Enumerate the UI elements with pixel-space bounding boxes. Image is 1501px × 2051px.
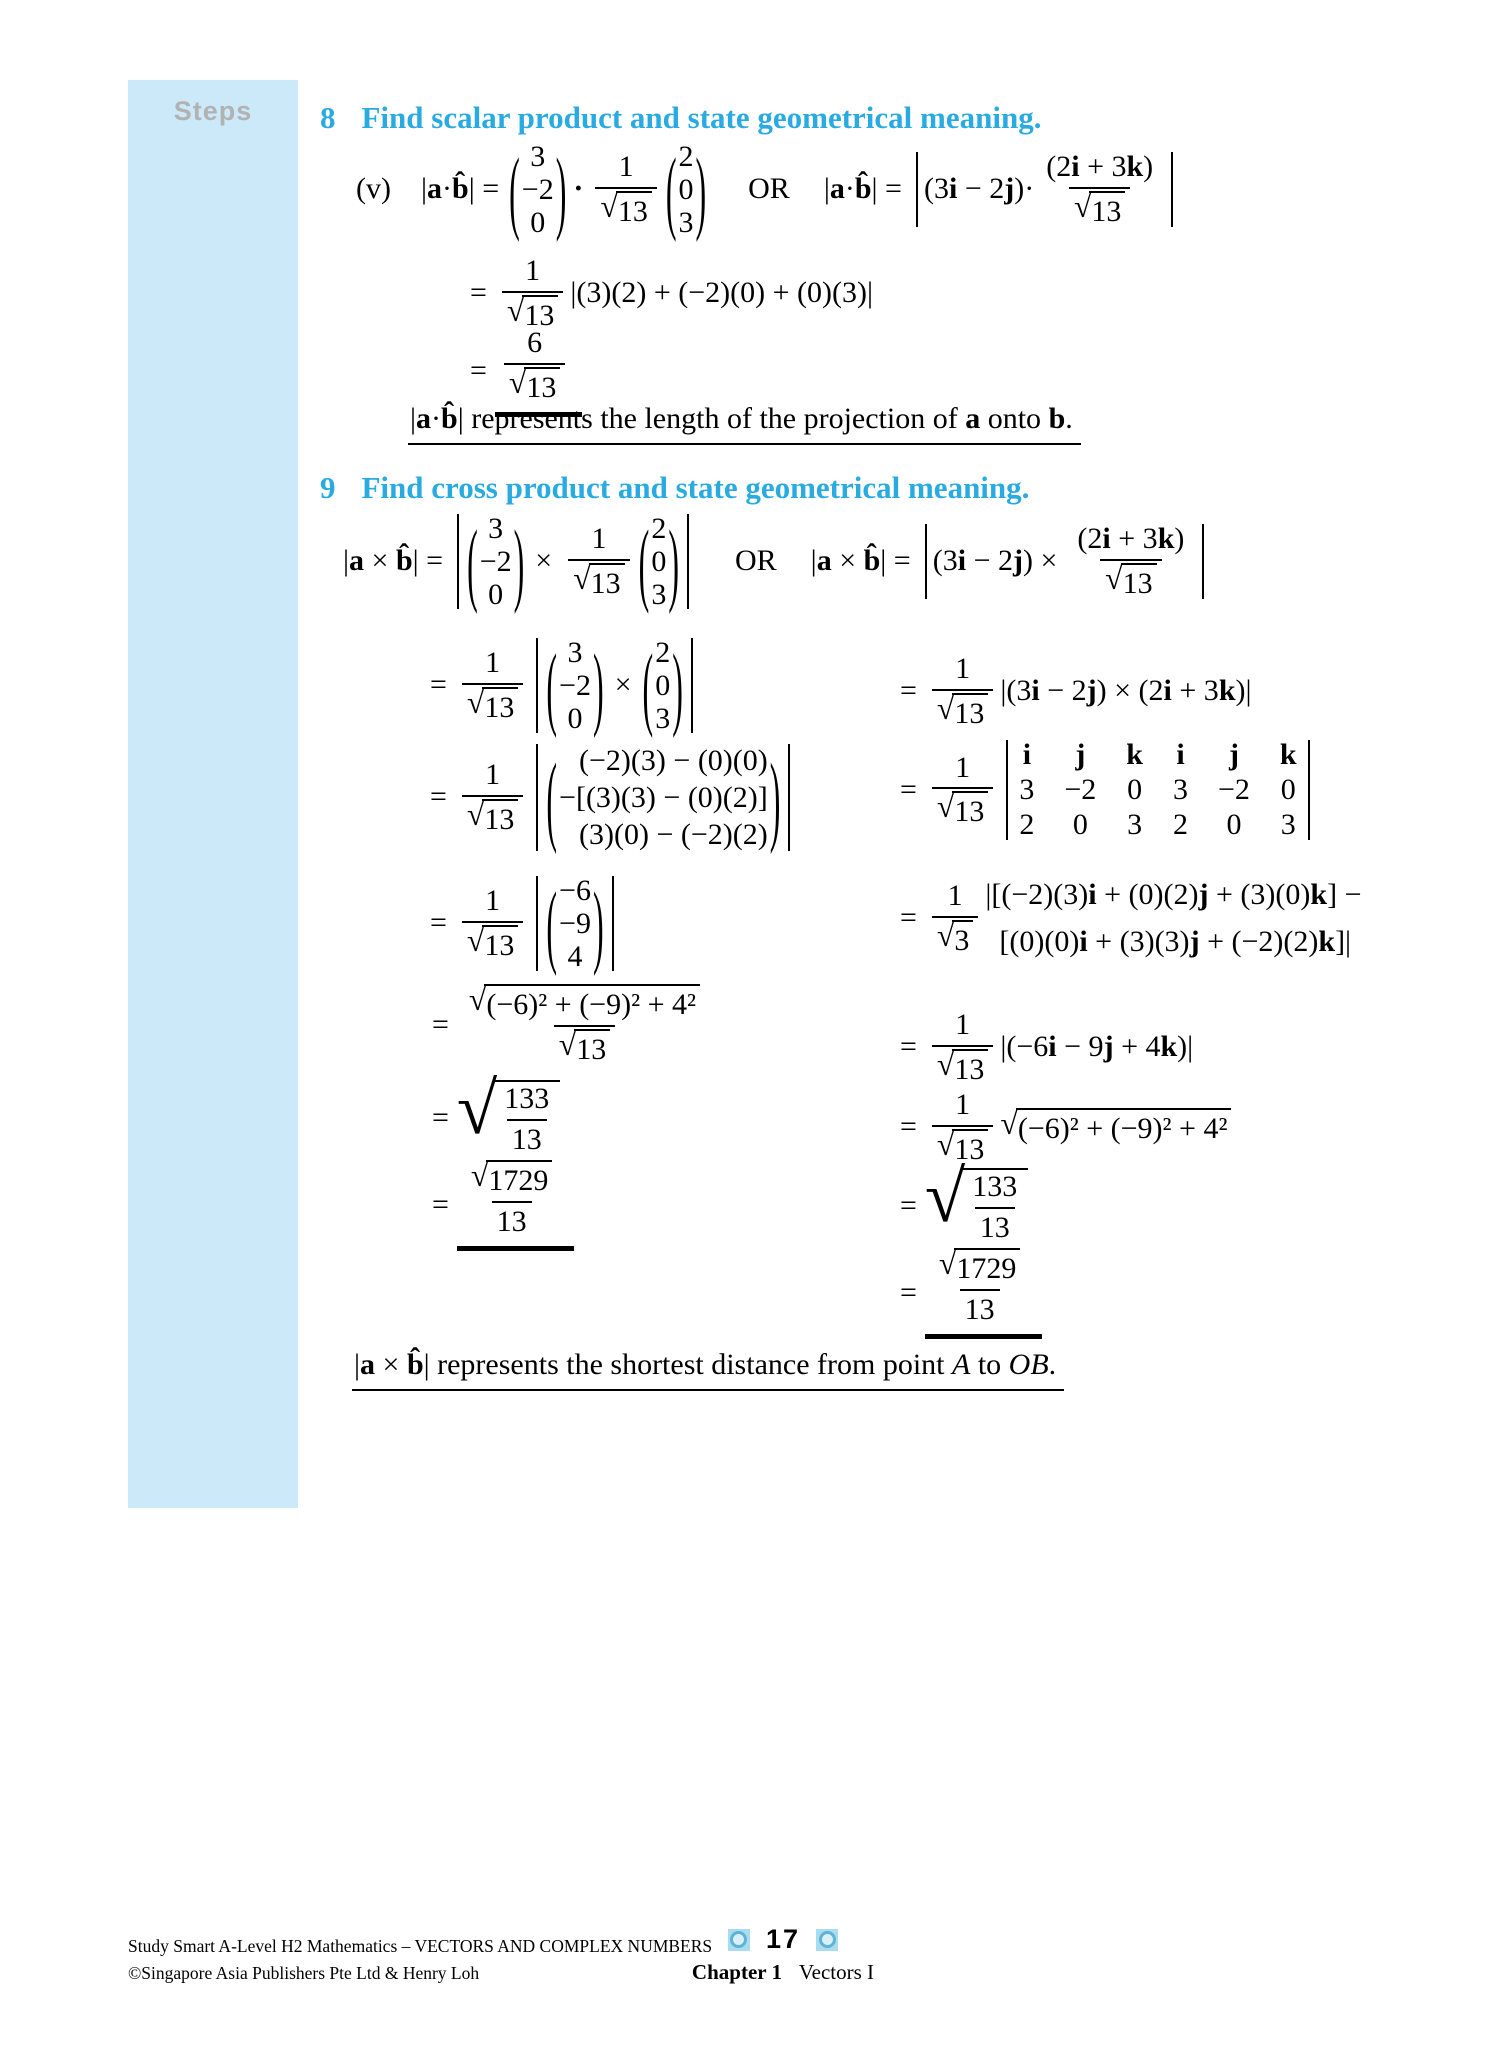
vector-b — [664, 137, 708, 242]
vector-component: −2 — [521, 173, 554, 206]
equals-sign: = — [900, 1276, 917, 1310]
answer-underline — [925, 1248, 1042, 1339]
vector-a — [465, 509, 526, 614]
page-ornament-icon — [816, 1929, 838, 1951]
abs-bar — [1171, 152, 1173, 227]
det-cell: k — [1279, 738, 1297, 771]
step-8-heading — [320, 100, 1041, 136]
det-cell: 0 — [1226, 808, 1242, 841]
cross-ijk-expression: |(3i − 2j) × (2i + 3k)| — [1000, 674, 1252, 708]
cross-expansion-column — [559, 742, 768, 853]
fraction-2i3k-over-sqrt13: (2i + 3k) √ 13 — [1077, 522, 1185, 600]
radical-sign: √ — [600, 188, 618, 224]
det-cell: 0 — [1280, 773, 1296, 806]
page-number: 17 — [765, 1924, 801, 1954]
lhs-a-dot-bhat: |a·b̂| = — [823, 172, 902, 206]
fraction-1-over-sqrt13: 1 √ 13 — [462, 758, 523, 837]
right-paren: ) — [695, 137, 707, 242]
numerator: 1 — [618, 150, 634, 183]
abs-bar — [788, 744, 790, 851]
equals-sign: = — [900, 772, 917, 806]
ijk-expansion-line2: [(0)(0)i + (3)(3)j + (−2)(2)k]| — [999, 924, 1352, 958]
vector-component: 4 — [567, 940, 583, 973]
cross-product-meaning: |a × b̂| represents the shortest distance from point A to OB. — [352, 1348, 1064, 1391]
abs-bar — [687, 514, 689, 609]
cross-expansion-row: −[(3)(3) − (0)(2)] — [559, 781, 768, 814]
det-cell: −2 — [1064, 773, 1097, 806]
eq-cross-r3-determinant — [900, 738, 1316, 842]
vector-component: 0 — [567, 702, 583, 735]
fraction-1-over-sqrt13: 1 √ 13 — [932, 652, 993, 731]
det-cell: 3 — [1127, 808, 1143, 841]
fraction-1-over-sqrt13: 1 √ 13 — [932, 1088, 993, 1167]
fraction-1-over-sqrt13: 1 √ 13 — [462, 884, 523, 963]
equals-sign: = — [900, 1189, 917, 1223]
vector-component: −2 — [559, 669, 591, 702]
fraction-1-over-sqrt13: 1 √ 13 — [932, 1008, 993, 1087]
vector-component: 3 — [678, 206, 694, 239]
eq-cross-product — [343, 509, 1210, 614]
vector-a — [507, 137, 568, 242]
vector-component: 0 — [530, 206, 546, 239]
ijk-expansion-line1: |[(−2)(3)i + (0)(2)j + (3)(0)k] − — [985, 878, 1362, 911]
equals-sign: = — [470, 354, 487, 388]
right-paren: ) — [672, 633, 683, 738]
eq-cross-l3 — [430, 742, 796, 853]
vector-result — [544, 871, 605, 976]
abs-bar — [916, 152, 918, 227]
sqrt-13: √ 13 — [507, 295, 558, 334]
left-paren: ( — [546, 871, 558, 976]
det-cell: −2 — [1217, 773, 1250, 806]
vector-a — [544, 633, 605, 738]
vector-a-column — [522, 140, 554, 239]
equals-sign: = — [900, 1030, 917, 1064]
eq-scalar-product-ijk — [824, 150, 1179, 229]
vector-component: 3 — [655, 702, 671, 735]
sqrt-133-over-13: √ $\frac{133}{13}$ — [457, 1080, 560, 1157]
eq-scalar-product — [356, 137, 1179, 242]
vector-b-column — [678, 140, 693, 239]
step-9-number: 9 — [320, 470, 336, 505]
left-paren: ( — [642, 633, 654, 738]
eq-cross-r2 — [900, 652, 1252, 731]
step-9-heading — [320, 470, 1029, 506]
det-cell: i — [1176, 738, 1185, 771]
eq-cross-l7-answer — [432, 1160, 574, 1251]
equals-sign: = — [432, 1008, 449, 1042]
vector-component: 2 — [651, 512, 667, 545]
left-paren: ( — [665, 137, 677, 242]
sqrt-1729: √ 1729 — [939, 1248, 1020, 1287]
equals-sign: = — [432, 1188, 449, 1222]
sqrt-13: √ 13 — [509, 367, 560, 406]
denominator — [1069, 187, 1130, 230]
det-cell: 3 — [1172, 773, 1188, 806]
det-cell: j — [1075, 738, 1086, 771]
or-word: OR — [748, 172, 790, 206]
equals-sign: = — [900, 1110, 917, 1144]
answer-underline — [457, 1160, 574, 1251]
fraction-6-over-sqrt13: 6 √ 13 — [504, 326, 565, 405]
equals-sign: = — [432, 1101, 449, 1135]
footer-page-block — [628, 1924, 938, 1985]
eq-cross-l4 — [430, 871, 620, 976]
step-8-title: Find scalar product and state geometrical meaning. — [361, 100, 1042, 135]
abs-bar — [925, 524, 927, 599]
fraction-2i3k-over-sqrt13 — [1041, 150, 1158, 229]
fraction-sqrt1729-over-13: √ 1729 13 — [466, 1160, 557, 1239]
eq-cross-l5 — [432, 984, 712, 1067]
page-ornament-icon — [728, 1929, 750, 1951]
eq-cross-r7 — [900, 1156, 1028, 1245]
sqrt-133-over-13: √ $\frac{133}{13}$ — [925, 1168, 1028, 1245]
fraction-1-over-sqrt13: 1 √ 13 — [502, 254, 563, 333]
equals-sign: = — [470, 276, 487, 310]
chapter-title: Vectors I — [798, 1960, 875, 1984]
fraction-1-over-sqrt3: 1 √ 3 — [932, 879, 978, 958]
footer-copyright: ©Singapore Asia Publishers Pte Ltd & Henry Loh — [128, 1963, 480, 1983]
eq-cross-l6 — [432, 1068, 560, 1157]
det-cell: i — [1022, 738, 1032, 771]
vector-b — [637, 509, 681, 614]
eq-cross-product-ijk — [811, 522, 1211, 601]
det-cell: 0 — [1072, 808, 1088, 841]
vector-component: 0 — [488, 578, 504, 611]
rhs-ijk-pre: (3i − 2j)· — [923, 172, 1035, 206]
scalar-expansion: |(3)(2) + (−2)(0) + (0)(3)| — [570, 276, 874, 310]
cross-expansion-row: (−2)(3) − (0)(0) — [579, 744, 768, 777]
abs-bar — [612, 876, 614, 971]
vector-component: 0 — [678, 173, 694, 206]
circle-icon — [819, 1931, 836, 1948]
vector-component: 2 — [678, 140, 694, 173]
vector-component: 3 — [530, 140, 546, 173]
vector-component: 3 — [567, 636, 583, 669]
dot-operator: · — [573, 172, 584, 206]
det-cell: 3 — [1019, 773, 1035, 806]
steps-sidebar — [128, 80, 298, 1508]
det-cell: 3 — [1280, 808, 1296, 841]
det-cell: 2 — [1172, 808, 1188, 841]
left-paren: ( — [509, 137, 520, 242]
eq-scalar-expanded — [470, 254, 873, 333]
abs-bar — [536, 638, 538, 733]
fraction-1-over-sqrt13: 1 √ 13 — [568, 522, 629, 601]
vector-component: −6 — [559, 874, 591, 907]
vector-component: 0 — [651, 545, 667, 578]
sqrt-1729: √ 1729 — [471, 1160, 552, 1199]
sqrt-3: √ 3 — [937, 920, 973, 959]
ijk-expansion — [985, 872, 1361, 965]
sqrt-13: √ 13 — [600, 191, 651, 230]
left-paren: ( — [638, 509, 650, 614]
chapter-line — [628, 1960, 938, 1985]
right-paren: ) — [592, 633, 604, 738]
det-cell: 2 — [1019, 808, 1035, 841]
fraction-magnitude — [464, 984, 705, 1067]
step-8-number: 8 — [320, 100, 336, 135]
denominator — [595, 187, 656, 230]
right-paren: ) — [555, 137, 567, 242]
lhs-a-cross-bhat: |a × b̂| = — [343, 544, 444, 578]
equals-sign: = — [430, 906, 447, 940]
fraction-1-over-sqrt13: 1 √ 13 — [932, 751, 993, 830]
page-number-row — [628, 1924, 938, 1955]
sqrt-13: √ 13 — [559, 1029, 610, 1068]
vector-component: 2 — [655, 636, 671, 669]
or-word: OR — [734, 544, 777, 578]
right-paren: ) — [513, 509, 525, 614]
right-paren: ) — [592, 871, 604, 976]
cross-operator: × — [614, 668, 632, 702]
step-9-title: Find cross product and state geometrical meaning. — [361, 470, 1030, 505]
eq-cross-r8-answer — [900, 1248, 1042, 1339]
vector-component: −9 — [559, 907, 591, 940]
equals-sign: = — [900, 901, 917, 935]
lhs-a-dot-bhat: |a·b̂| = — [420, 172, 500, 206]
right-paren: ) — [769, 740, 781, 855]
det-cell: 0 — [1127, 773, 1143, 806]
left-paren: ( — [546, 740, 558, 855]
steps-label: Steps — [173, 96, 253, 126]
sqrt-sum-of-squares: √ (−6)² + (−9)² + 4² — [1000, 1108, 1231, 1147]
abs-bar — [691, 638, 693, 733]
sqrt-13: √ 13 — [1074, 191, 1125, 230]
left-paren: ( — [467, 509, 478, 614]
right-paren: ) — [668, 509, 679, 614]
equals-sign: = — [430, 668, 447, 702]
determinant-matrix — [1019, 738, 1296, 842]
sqrt-13: √ 13 — [573, 563, 624, 602]
cross-operator: × — [535, 544, 553, 578]
vector-component: 0 — [655, 669, 671, 702]
sqrt-13: √ 13 — [1105, 563, 1156, 602]
numerator: (2i + 3k) — [1046, 150, 1154, 183]
eq-cross-r5 — [900, 1008, 1193, 1087]
item-label: (v) — [356, 172, 391, 206]
eq-cross-r4 — [900, 872, 1362, 965]
det-cell: j — [1228, 738, 1239, 771]
abs-bar — [457, 514, 459, 609]
footer-series-title: Study Smart A-Level H2 Mathematics – VECTORS AND COMPLEX NUMBERS — [128, 1936, 713, 1956]
lhs-a-cross-bhat: |a × b̂| = — [810, 544, 911, 578]
fraction-1-over-sqrt13: 1 √ 13 — [462, 646, 523, 725]
eq-cross-l2 — [430, 633, 699, 738]
scalar-product-meaning: |a·b̂| represents the length of the projection of a onto b. — [408, 402, 1081, 445]
det-cell: k — [1126, 738, 1143, 771]
equals-sign: = — [430, 780, 447, 814]
determinant-bar — [1308, 740, 1310, 840]
vector-component: 3 — [488, 512, 504, 545]
chapter-label: Chapter 1 — [691, 1960, 782, 1984]
footer-imprint — [128, 1933, 712, 1987]
fraction-sqrt1729-over-13: √ 1729 13 — [934, 1248, 1025, 1327]
abs-bar — [1202, 524, 1204, 599]
sqrt-sum-of-squares: √ (−6)² + (−9)² + 4² — [469, 984, 700, 1023]
vector-b — [641, 633, 685, 738]
vector-component: 3 — [651, 578, 667, 611]
left-paren: ( — [546, 633, 558, 738]
abs-bar — [536, 876, 538, 971]
rhs-ijk-pre: (3i − 2j) × — [932, 544, 1058, 578]
cross-expansion-row: (3)(0) − (−2)(2) — [579, 818, 768, 851]
abs-bar — [536, 744, 538, 851]
circle-icon — [730, 1931, 747, 1948]
vector-component: −2 — [479, 545, 512, 578]
equals-sign: = — [900, 674, 917, 708]
determinant-bar — [1006, 740, 1008, 840]
fraction-1-over-sqrt13 — [595, 150, 656, 229]
result-ijk-vector: |(−6i − 9j + 4k)| — [1000, 1030, 1194, 1064]
